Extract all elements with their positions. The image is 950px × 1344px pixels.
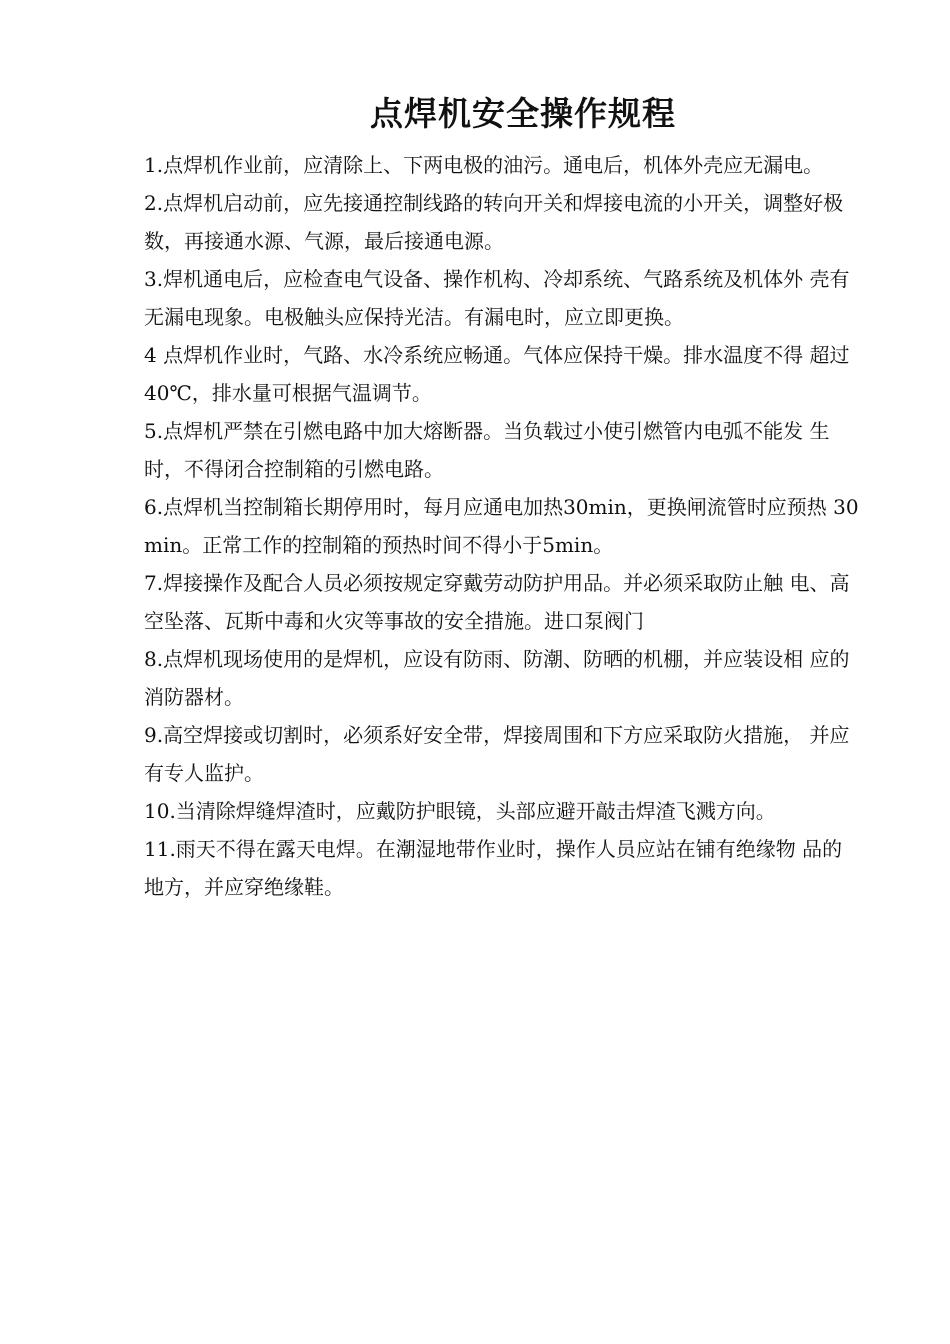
rule-item-2: 2.点焊机启动前，应先接通控制线路的转向开关和焊接电流的小开关，调整好极数，再接通水源、气源，最后接通电源。	[144, 191, 844, 253]
rules-list	[144, 146, 860, 906]
rule-item-10: 10.当清除焊缝焊渣时，应戴防护眼镜，头部应避开敲击焊渣飞溅方向。	[144, 799, 776, 823]
rule-item-11: 11.雨天不得在露天电焊。在潮湿地带作业时，操作人员应站在铺有绝缘物 品的地方，并应穿绝缘鞋。	[144, 837, 843, 899]
document-title: 点焊机安全操作规程	[370, 94, 676, 133]
rule-item-6: 6.点焊机当控制箱长期停用时，每月应通电加热30min，更换闸流管时应预热 30min。正常工作的控制箱的预热时间不得小于5min。	[144, 495, 859, 557]
rule-item-3: 3.焊机通电后，应检查电气设备、操作机构、冷却系统、气路系统及机体外 壳有无漏电现象。电极触头应保持光洁。有漏电时，应立即更换。	[144, 267, 850, 329]
rule-item-9: 9.高空焊接或切割时，必须系好安全带，焊接周围和下方应采取防火措施， 并应有专人监护。	[144, 723, 850, 785]
rule-item-8: 8.点焊机现场使用的是焊机，应设有防雨、防潮、防晒的机棚，并应装设相 应的消防器材。	[144, 647, 850, 709]
rule-item-5: 5.点焊机严禁在引燃电路中加大熔断器。当负载过小使引燃管内电弧不能发 生时，不得闭合控制箱的引燃电路。	[144, 419, 830, 481]
rule-item-7: 7.焊接操作及配合人员必须按规定穿戴劳动防护用品。并必须采取防止触 电、高空坠落、瓦斯中毒和火灾等事故的安全措施。进口泵阀门	[144, 571, 850, 633]
rule-item-1: 1.点焊机作业前，应清除上、下两电极的油污。通电后，机体外壳应无漏电。	[144, 153, 824, 177]
rule-item-4: 4 点焊机作业时，气路、水冷系统应畅通。气体应保持干燥。排水温度不得 超过40℃，排水量可根据气温调节。	[144, 343, 850, 405]
